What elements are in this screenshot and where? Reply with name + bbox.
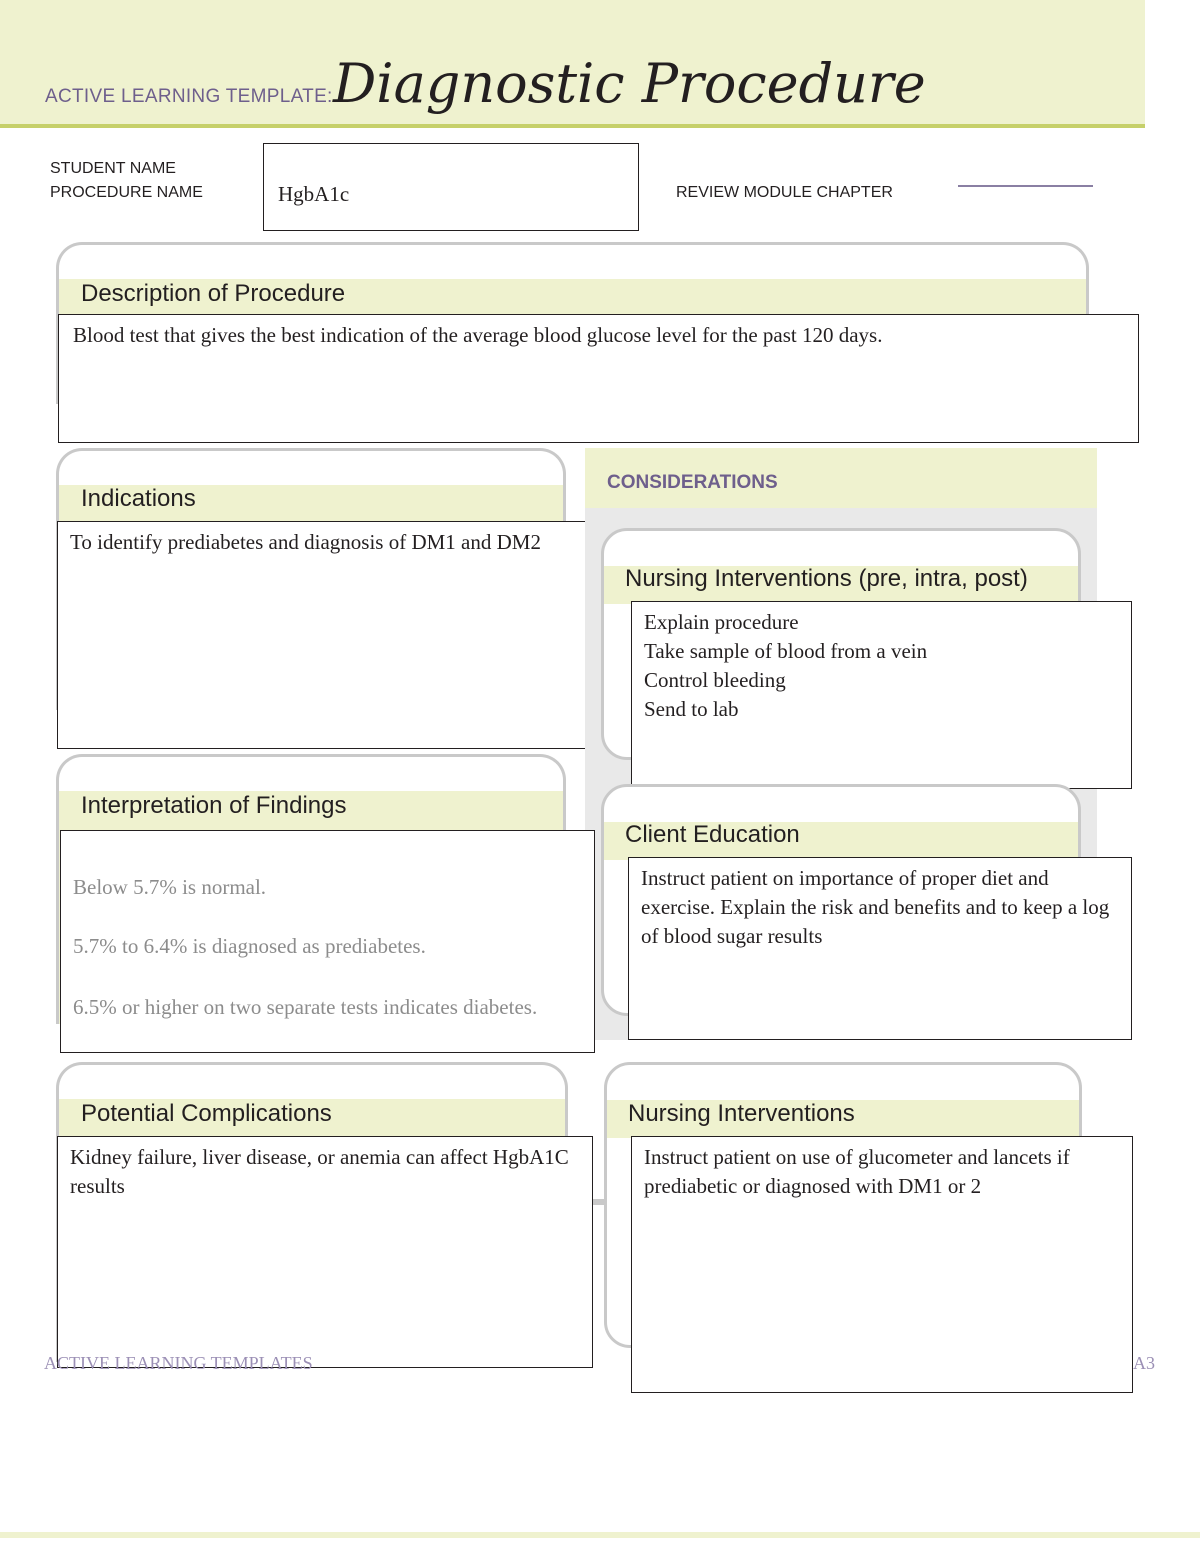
description-content[interactable] (58, 314, 1139, 443)
procedure-name-value: HgbA1c (278, 182, 350, 206)
list-item: 6.5% or higher on two separate tests indicates diabetes. (73, 995, 538, 1019)
description-text: Blood test that gives the best indication of the average blood glucose level for the past 120 days. (73, 323, 883, 347)
template-label: ACTIVE LEARNING TEMPLATE: (45, 86, 333, 107)
client-education-text: Instruct patient on importance of proper diet and exercise. Explain the risk and benefits and to keep a log of blood sugar results (641, 866, 1110, 948)
list-item: Explain procedure (644, 610, 799, 634)
considerations-label: CONSIDERATIONS (607, 472, 778, 493)
list-item: Take sample of blood from a vein (644, 639, 928, 663)
list-item: Control bleeding (644, 668, 786, 692)
indications-title: Indications (81, 485, 196, 512)
nursing-interventions-title: Nursing Interventions (628, 1100, 855, 1127)
nursing-interventions-ppp-content[interactable] (631, 601, 1132, 789)
footer-left: ACTIVE LEARNING TEMPLATES (44, 1353, 313, 1373)
header-rule (0, 124, 1145, 128)
procedure-name-label: PROCEDURE NAME (50, 184, 203, 201)
student-name-label: STUDENT NAME (50, 160, 176, 177)
footer-rule (0, 1532, 1200, 1538)
footer-right: A3 (1133, 1353, 1155, 1373)
potential-complications-content[interactable] (57, 1136, 593, 1368)
indications-content[interactable] (57, 521, 594, 749)
description-title: Description of Procedure (81, 280, 346, 307)
nursing-interventions-ppp-title: Nursing Interventions (pre, intra, post) (625, 565, 1028, 592)
interpretation-title: Interpretation of Findings (81, 792, 347, 819)
client-education-content[interactable] (628, 857, 1132, 1040)
review-module-field[interactable] (958, 185, 1093, 187)
indications-text: To identify prediabetes and diagnosis of DM1 and DM2 (70, 530, 541, 554)
list-item: Below 5.7% is normal. (73, 875, 267, 899)
nursing-interventions-text: Instruct patient on use of glucometer and lancets if prediabetic or diagnosed with DM1 or 2 (644, 1145, 1070, 1198)
review-module-label: REVIEW MODULE CHAPTER (676, 184, 893, 201)
list-item: 5.7% to 6.4% is diagnosed as prediabetes. (73, 934, 426, 958)
potential-complications-title: Potential Complications (81, 1100, 332, 1127)
interpretation-content[interactable] (60, 830, 595, 1053)
nursing-interventions-content[interactable] (631, 1136, 1133, 1393)
page-title: Diagnostic Procedure (333, 52, 926, 115)
potential-complications-text: Kidney failure, liver disease, or anemia can affect HgbA1C results (70, 1145, 569, 1198)
list-item: Send to lab (644, 697, 739, 721)
client-education-title: Client Education (625, 821, 800, 848)
